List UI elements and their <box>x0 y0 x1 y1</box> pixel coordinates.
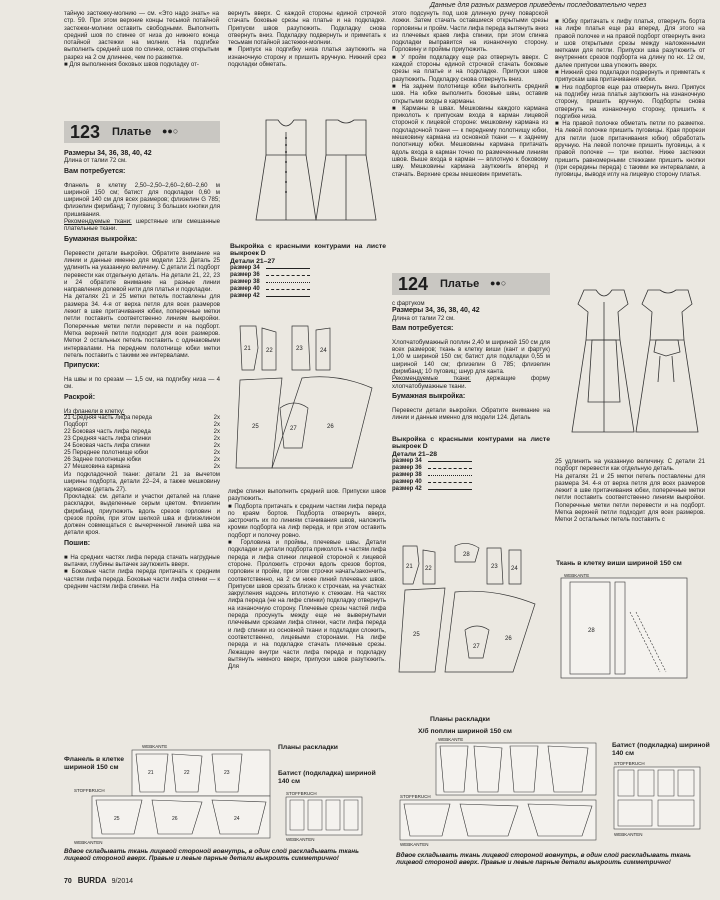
piece-label: 23 <box>296 346 303 352</box>
piece-label: 25 <box>114 816 120 822</box>
part-name: Подборт <box>64 422 88 429</box>
fold-label: STOFFBRUCH <box>74 788 105 793</box>
section-heading: Припуски: <box>64 362 100 370</box>
column-3-model-124 <box>392 300 550 430</box>
size-40: размер 40 <box>230 286 260 293</box>
size-42: размер 42 <box>392 486 422 493</box>
dress-123-sketch <box>236 110 386 240</box>
piece-label: 26 <box>172 816 178 822</box>
piece-label: 24 <box>511 566 518 572</box>
body-text: ■ На правой полочке обметать петли по разметке. На левой полочке пришить пуговицы. Края прорези для петли (шов притачивания юбки) обработать вручную. На левой полочке пришить пуговицы, а к правой полочке — три кнопки. Ниже застежки пришить равномерными стежками пришить кнопки (при середины переда) с такими же интервалами, а пуговицы, выводя иглу на лицевую сторону платья. <box>555 120 705 179</box>
body-text: ■ На средних частях лифа переда стачать нагрудные вытачки, глубины вытачек заутюжить вверх. <box>64 553 220 568</box>
body-text: Прокладка: см. детали и участки деталей на плане раскладки, выделенные серым цветом. Флизелин фирмбанд приутюжить вдоль срезов горловин и срезов пройм, при этом шелкой шва и флизелином должен совмещаться с вычерченной линией шва на детали кроя. <box>64 492 220 537</box>
page-number: 70 <box>64 878 72 885</box>
section-heading: Пошив: <box>64 539 91 547</box>
batist-layout-123 <box>284 790 364 842</box>
model-number: 123 <box>70 122 101 142</box>
batist-label-124: Батист (подкладка) шириной 140 см <box>612 742 710 757</box>
batist-layout-124 <box>612 760 702 838</box>
body-text: ■ Нижний срез подкладки подвернуть и приметать к припускам шва притачивания юбки. <box>555 69 705 84</box>
part-quantity: 2x <box>213 436 220 443</box>
body-text: На деталях 21 и 25 метки петель поставлены для размера 34. 4-я от верха петля для всех размеров лежит в шве притачивания юбки, поперечные метки петли поставить соответственно линиям выкройки. Поперечные метки петли перевести и на подборт. Метка верхней петли подходит для всех размеров. Метки 2 остальных петель поставить с <box>555 472 705 524</box>
piece-label: 22 <box>425 566 432 572</box>
length: Длина от талии 72 см. <box>392 314 455 322</box>
poplin-label: Х/б поплин шириной 150 см <box>418 728 512 735</box>
part-name: 27 Мешковина кармана <box>64 464 130 471</box>
piece-label: 28 <box>588 628 595 634</box>
pattern-box-details: Детали 21–27 <box>230 257 276 265</box>
length: Длина от талии 72 см. <box>64 157 127 165</box>
sizes: Размеры 34, 36, 38, 40, 42 <box>392 307 480 315</box>
pattern-pieces-124 <box>395 540 550 680</box>
part-name: 22 Боковая часть лифа переда <box>64 429 151 436</box>
part-name: 21 Средняя часть лифа переда <box>64 415 152 422</box>
selvage-label: WEBKANTEN <box>286 837 315 842</box>
part-name: 26 Заднее полотнище юбки <box>64 457 141 464</box>
pattern-box-124 <box>392 436 550 556</box>
part-quantity: 2x <box>213 443 220 450</box>
parts-list-item <box>64 436 220 443</box>
part-quantity: 2x <box>213 464 220 471</box>
fold-label: STOFFBRUCH <box>614 761 645 766</box>
part-quantity: 2x <box>213 457 220 464</box>
body-text: Хлопчатобумажный поплин 2,40 м шириной 150 см для всех размеров; ткань в клетку виши (кант и фартук) 1,00 м шириной 150 см; батист для подкладки 0,55 м шириной 140 см; флизелин G 785; флизелин фирмбанд; 10 пуговиц; шнур для канта. <box>392 338 550 376</box>
body-text: ■ Юбку притачать к лифу платья, отвернуть борта на лифе платья еще раз вперед. Для этого на правой полочке и на правой подборт отвернуть вниз и шов открытыми срезы между наложенными метками для петли. Припуски шва разутюжить от внутренних срезов подборта на длину по нх. 12 см, далее припуски шва утюжить вверх. <box>555 18 705 69</box>
selvage-label: WEBKANTEN <box>400 842 429 847</box>
selvage-label: WEBKANTE <box>564 573 590 578</box>
fold-label: STOFFBRUCH <box>286 791 317 796</box>
fabric-label: Рекомендуемые ткани: <box>64 218 132 226</box>
pattern-pieces-123 <box>232 318 386 478</box>
subtitle: с фартуком <box>392 300 425 307</box>
piece-label: 23 <box>224 770 230 776</box>
piece-label: 24 <box>234 816 240 822</box>
piece-label: 28 <box>463 552 470 558</box>
size-38: размер 38 <box>230 279 260 286</box>
model-name: Платье <box>112 126 152 138</box>
piece-label: 25 <box>252 424 259 430</box>
selvage-label: WEBKANTE <box>142 744 168 749</box>
pattern-box-details: Детали 21–28 <box>392 450 438 458</box>
body-text: ■ Низ подбортов еще раз отвернуть вниз. Припуск на подгибку низа платья заутюжить на изнаночную сторону, пришить вручную. Подборты снова отвернуть на изнаночную сторону, пришить к подгибке низа. <box>555 83 705 120</box>
piece-label: 25 <box>413 632 420 638</box>
model-123-title: 123 Платье ●●○ <box>64 121 220 143</box>
section-heading: Вам потребуется: <box>64 167 126 175</box>
layout-caption-124: Вдвое складывать ткань лицевой стороной вовнутрь, в один слой раскладывать ткань лицевой стороной вверх. Правые и левые парные детали выкроить симметрично! <box>396 852 691 866</box>
part-quantity: 2x <box>213 450 220 457</box>
section-heading: Вам потребуется: <box>392 324 454 332</box>
body-text: 25 удлинить на указанную величину. С детали 21 подборт перевести как отдельную деталь. <box>555 458 705 473</box>
size-36: размер 36 <box>230 272 260 279</box>
layout-caption-123: Вдвое складывать ткань лицевой стороной вовнутрь, в один слой раскладывать ткань лицевой стороной вверх. Правые и левые парные детали выкроить симметрично! <box>64 848 359 862</box>
part-name: 23 Средняя часть лифа спинки <box>64 436 151 443</box>
size-42: размер 42 <box>230 293 260 300</box>
body-text: ■ Припуск на подгибку низа платья заутюжить на изнаночную сторону и пришить вручную. Нижний срез подкладки обметать. <box>228 46 386 69</box>
selvage-label: WEBKANTEN <box>74 840 103 845</box>
body-text: На деталях 21 и 25 метки петель поставлены для размера 34. 4-я от верха петля для всех размеров лежит в шве притачивания юбки, поперечные метки петли поставить соответственно линиям выкройки. Поперечные метки петли перевести и на подборт. Метка верхней петли подходит для всех размеров. Метки 2 остальных петель поставить с одинаковыми интервалами. На переднем полотнище юбки метки петель поставить с такими же интервалами. <box>64 293 220 359</box>
body-text: Перевести детали выкройки. Обратите внимание на линии и данные именно для модели 123. Деталь 25 удлинить на указанную величину. С детали 21 подборт перевести как отдельную деталь. На детали 21, 22, 23 и 24 обратите внимание на разные линии направления долевой нити для платья и подкладки. <box>64 249 220 294</box>
size-40: размер 40 <box>392 479 422 486</box>
body-text: На швы и по срезам — 1,5 см, на подгибку низа — 4 см. <box>64 376 220 391</box>
size-34: размер 34 <box>230 265 260 272</box>
model-124-title: 124 Платье ●●○ <box>392 273 550 295</box>
piece-label: 21 <box>406 564 413 570</box>
vichy-fabric-label: Ткань в клетку виши шириной 150 см <box>556 560 682 567</box>
part-quantity: 2x <box>213 429 220 436</box>
section-heading: Раскрой: <box>64 393 96 401</box>
model-number: 124 <box>398 274 429 294</box>
part-quantity: 2x <box>213 415 220 422</box>
body-text: тайную застежку-молнию — см. «Это надо знать» на стр. 59. При этом верхние концы тесьмой потайной застежки-молнии оставить свободными. Выполнить средний шов по спинке от низа до нижнего конца потайной застежки на молнии. На подгибке выполнить средний шов по спинке, оставив открытым разрез на 2 см длиннее, чем по разметке. <box>64 10 219 61</box>
piece-label: 24 <box>320 348 327 354</box>
part-name: 25 Переднее полотнище юбки <box>64 450 149 457</box>
section-heading: Бумажная выкройка: <box>64 235 138 243</box>
column-4-bottom <box>555 458 705 558</box>
part-name: 24 Боковая часть лифа спинки <box>64 443 150 450</box>
brand-logo: BURDA <box>77 876 107 885</box>
piece-label: 23 <box>491 564 498 570</box>
parts-list-item <box>64 457 220 464</box>
selvage-label: WEBKANTE <box>438 737 464 742</box>
size-36: размер 36 <box>392 465 422 472</box>
body-text: ■ Горловина и проймы, плечевые швы. Детали подкладки и детали подборта приколоть к частям лифа переда и лифа спинки лицевой стороной к лицевой стороне. Проложить строчки вдоль срезов бортов, горловин и пройм, при этом строчки начать/закончить, соответственно, на 2 см ниже линий плечевых швов. Припуски швов срезать близко к строчкам, на участках закругления надсечь вплотную к стежкам. На частях лифа переда (не на лифе спинки) подкладку отвернуть на изнаночную сторону. Плечевые срезы частей лифа переда просунуть между еще не вывернутыми плечевыми срезами лифа спинки, части лифа переда и лиф спинки из основной ткани и подкладки сложить, соответственно, лицевыми сторонами. На лифе переда и на подкладке стачать плечевые срезы. Лежащие внутри части лифа переда и подкладку вытянуть немного вверх, припуски швов разутюжить. Для <box>228 539 386 671</box>
layouts-title-123: Планы раскладки <box>278 744 338 751</box>
column-1-model-123 <box>64 150 220 830</box>
piece-label: 22 <box>266 348 273 354</box>
piece-label: 21 <box>148 770 154 776</box>
fabric-text: держащие форму хлопчатобумажные ткани. <box>392 375 550 390</box>
section-heading: Бумажная выкройка: <box>392 392 466 400</box>
body-text: ■ Для выполнения боковых швов подкладку от- <box>64 61 199 69</box>
parts-list-item <box>64 450 220 457</box>
poplin-layout <box>398 736 598 848</box>
column-2-top <box>228 10 386 110</box>
selvage-label: WEBKANTEN <box>614 832 643 837</box>
body-text: Фланель в клетку 2,50–2,50–2,60–2,60–2,60 м шириной 150 см; батист для подкладки 0,60 м шириной 140 см для всех размеров; флизелин G 785; флизелин фирмбанд; 7 пуговиц; 3 больших кнопки для пришивания. <box>64 181 220 218</box>
issue-number: 9/2014 <box>111 878 134 885</box>
fabric-label: Рекомендуемые ткани: <box>392 375 471 383</box>
body-text: ■ На заднем полотнище юбки выполнить средний шов. На юбке выполнить боковые швы, оставив открытыми входы в карманы. <box>392 82 548 105</box>
body-text: этого подсунуть под шов длинную ручку поварской ложки. Затем стачать оставшиеся открытыми срезы горловины и пройм. Части лифа переда вытянуть вниз из плечевых краев лифа спинки, при этом спинка подкладки выправится на изнаночную сторону. Горловину и проймы приутюжить. <box>392 10 548 54</box>
size-34: размер 34 <box>392 458 422 465</box>
size-38: размер 38 <box>392 472 422 479</box>
body-text: вернуть вверх. С каждой стороны единой строчкой стачать боковые срезы на платье и на подкладке. Припуски швов разутюжить. Подкладку снова отвернуть вниз. Подкладку подвернуть и приметать к тесьмам потайной застежки-молнии. <box>228 10 386 47</box>
piece-label: 22 <box>184 770 190 776</box>
column-4-top <box>555 18 705 258</box>
flannel-label: Фланель в клетке шириной 150 см <box>64 756 124 771</box>
parts-list-item <box>64 415 220 422</box>
piece-label: 26 <box>505 636 512 642</box>
body-text: ■ Боковые части лифа переда притачать к средним частям лифа переда. Боковые части лифа спинки — к средним частям лифа спинки. На <box>64 568 220 590</box>
body-text: лифе спинки выполнить средний шов. Припуски швов разутюжить. <box>228 488 386 503</box>
column-1-top <box>64 10 219 110</box>
piece-label: 27 <box>473 644 480 650</box>
dress-124-sketch <box>556 282 706 452</box>
column-3-top <box>392 10 548 285</box>
batist-label-123: Батист (подкладка) шириной 140 см <box>278 770 376 785</box>
piece-label: 26 <box>327 424 334 430</box>
parts-list <box>64 415 220 471</box>
cut-subheading: Из фланели в клетку: <box>64 407 125 415</box>
body-text: ■ Подборта притачать к средним частям лифа переда по краям бортов. Подборта отвернуть вверх, застрочить их по линиям стачивания швов, наложить кромки подборта на лиф переда, и при этом оставить подборт и полочку ровно. <box>228 502 386 539</box>
layouts-title-124: Планы раскладки <box>430 716 490 723</box>
body-text: Перевести детали выкройки. Обратите внимание на линии и данные именно для модели 124. Деталь <box>392 406 550 422</box>
piece-label: 27 <box>290 426 297 432</box>
body-text: ■ У пройм подкладку еще раз отвернуть вверх. С каждой стороны единой строчкой стачать боковые срезы на платье и на подкладке. Припуски швов разутюжить. Подкладку снова отвернуть вниз. <box>392 53 548 83</box>
fabric-text: шерстяные или смешанные плательные ткани. <box>64 218 220 233</box>
flannel-layout <box>72 742 272 847</box>
sizes: Размеры 34, 36, 38, 40, 42 <box>64 150 152 157</box>
parts-list-item <box>64 422 220 429</box>
parts-list-item <box>64 443 220 450</box>
pattern-box-title: Выкройка с красными контурами на листе выкроек D <box>230 243 386 258</box>
fold-label: STOFFBRUCH <box>400 794 431 799</box>
body-text: Из подкладочной ткани: детали 21 за вычетом ширины подборта, детали 22–24, а также мешковину карманов (деталь 27). <box>64 471 220 493</box>
column-2-bottom <box>228 488 386 738</box>
body-text: ■ Карманы в швах. Мешковины каждого кармана приколоть к припускам входа в карман лицевой стороной к лицевой стороне: мешковину кармана из подкладочной ткани — к переднему полотнищу юбки, мешковину кармана из основной ткани — к заднему полотнищу юбки. Мешковины кармана притачать вдоль входа в карман точно по размеченным линиям швов. Выше входа в карман — вплотную к боковому шву. Мешковины кармана заутюжить вперед и стачать. Верхние срезы мешковин приметать. <box>392 104 548 178</box>
pattern-box-title: Выкройка с красными контурами на листе выкроек D <box>392 436 550 451</box>
part-quantity: 2x <box>213 422 220 429</box>
parts-list-item <box>64 464 220 471</box>
vichy-layout <box>560 572 690 682</box>
parts-list-item <box>64 429 220 436</box>
piece-label: 21 <box>244 346 251 352</box>
model-name: Платье <box>440 278 480 290</box>
page-header: Данные для разных размеров приведены последовательно через <box>430 2 647 9</box>
